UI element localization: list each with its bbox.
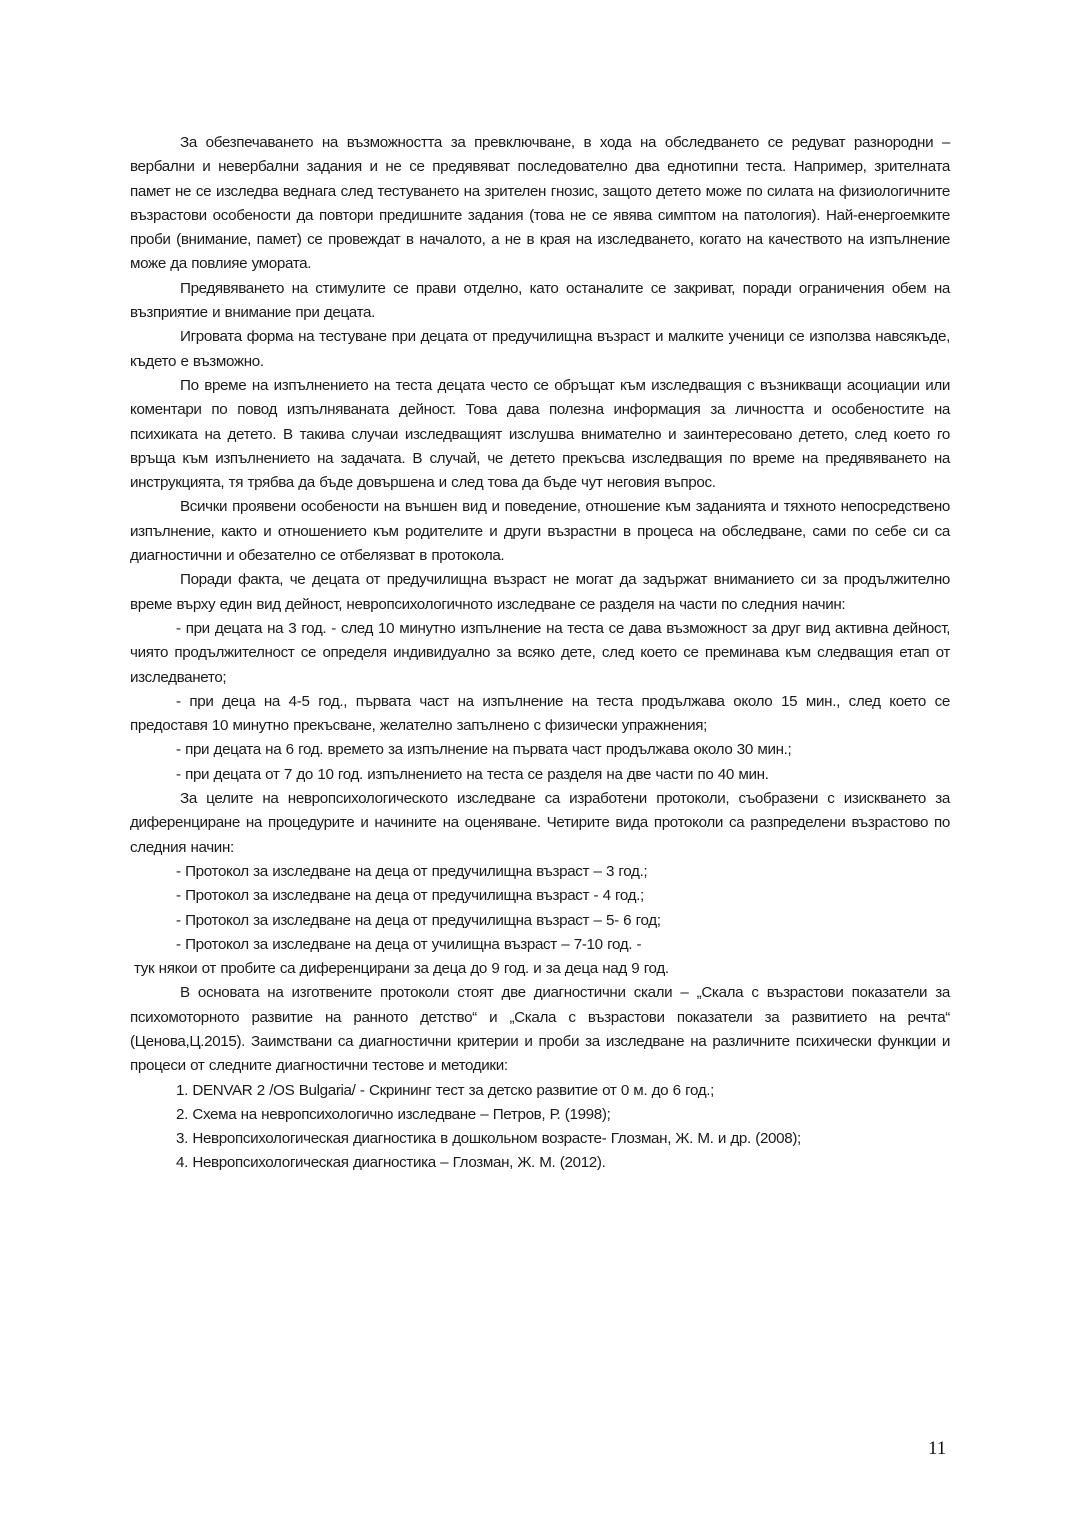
reference-item: 3. Невропсихологическая диагностика в дошкольном возрасте- Глозман, Ж. М. и др. (2008); — [176, 1130, 801, 1148]
protocol-note: тук някои от пробите са диференцирани за деца до 9 год. и за деца над 9 год. — [134, 960, 669, 978]
age-list-item: - при децата на 3 год. - след 10 минутно изпълнение на теста се дава възможност за друг вид активна дейност, чиято продължителност се определя индивидуално за всяко дете, след което се преминава към следващия етап от изследването; — [130, 619, 950, 686]
protocol-list-item: - Протокол за изследване на деца от предучилищна възраст - 4 год.; — [176, 887, 644, 905]
age-list-item: - при деца на 4-5 год., първата част на изпълнение на теста продължава около 15 мин., след което се предоставя 10 минутно прекъсване, желателно запълнено с физически упражнения; — [130, 692, 950, 735]
document-body — [130, 131, 950, 1176]
reference-item: 4. Невропсихологическая диагностика – Глозман, Ж. М. (2012). — [176, 1154, 606, 1172]
paragraph: За целите на невропсихологическото изследване са изработени протоколи, съобразени с изискването за диференциране на процедурите и начините на оценяване. Четирите вида протоколи са разпределени възрастово по следния начин: — [130, 790, 950, 856]
protocol-list-item: - Протокол за изследване на деца от предучилищна възраст – 5- 6 год; — [176, 911, 661, 929]
paragraph: В основата на изготвените протоколи стоят две диагностични скали – „Скала с възрастови показатели за психомоторното развитие на ранното детство“ и „Скала с възрастови показатели за развитието на речта“ (Ценова,Ц.2015). Заимствани са диагностични критерии и проби за изследване на различните психически функции и процеси от следните диагностични тестове и методики: — [130, 984, 950, 1075]
page-number: 11 — [928, 1438, 947, 1459]
age-list-item: - при децата от 7 до 10 год. изпълнението на теста се разделя на две части по 40 мин. — [176, 765, 769, 783]
paragraph: Предявяването на стимулите се прави отделно, като останалите се закриват, поради ограничения обем на възприятие и внимание при децата. — [130, 279, 950, 322]
reference-item: 2. Схема на невропсихологично изследване – Петров, Р. (1998); — [176, 1105, 611, 1123]
age-list-item: - при децата на 6 год. времето за изпълнение на първата част продължава около 30 мин.; — [176, 741, 792, 759]
protocol-list-item: - Протокол за изследване на деца от предучилищна възраст – 3 год.; — [176, 862, 648, 880]
paragraph: За обезпечаването на възможността за превключване, в хода на обследването се редуват разнородни – вербални и невербални задания и не се предявяват последователно два еднотипни теста. Например, зрителната памет не се изследва веднага след тестуването на зрителен гнозис, защото детето може по силата на физиологичните възрастови особености да повтори предишните задания (това не се явява симптом на патология). Най-енергоемките проби (внимание, памет) се провеждат в началото, а не в края на изследването, когато на качеството на изпълнение може да повлияе умората. — [130, 134, 950, 273]
protocol-list-item: - Протокол за изследване на деца от училищна възраст – 7-10 год. - — [176, 935, 642, 953]
paragraph: Игровата форма на тестуване при децата от предучилищна възраст и малките ученици се използва навсякъде, където е възможно. — [130, 328, 950, 370]
paragraph: Поради факта, че децата от предучилищна възраст не могат да задържат вниманието си за продължително време върху един вид дейност, невропсихологичното изследване се разделя на части по следния начин: — [130, 571, 950, 613]
paragraph: Всички проявени особености на външен вид и поведение, отношение към заданията и тяхното непосредствено изпълнение, както и отношението към родителите и други възрастни в процеса на обследване, сами по себе си са диагностични и обезателно се отбелязват в протокола. — [130, 498, 950, 565]
paragraph: По време на изпълнението на теста децата често се обръщат към изследващия с възникващи асоциации или коментари по повод изпълняваната дейност. Това дава полезна информация за личността и особеностите на психиката на детето. В такива случаи изследващият изслушва внимателно и заинтересовано детето, след което го връща към изпълнението на задачата. В случай, че детето прекъсва изследващия по време на предявяването на инструкцията, тя трябва да бъде довършена и след това да бъде чут неговия въпрос. — [130, 376, 950, 492]
reference-item: 1. DENVAR 2 /OS Bulgaria/ - Скрининг тест за детско развитие от 0 м. до 6 год.; — [176, 1081, 714, 1099]
